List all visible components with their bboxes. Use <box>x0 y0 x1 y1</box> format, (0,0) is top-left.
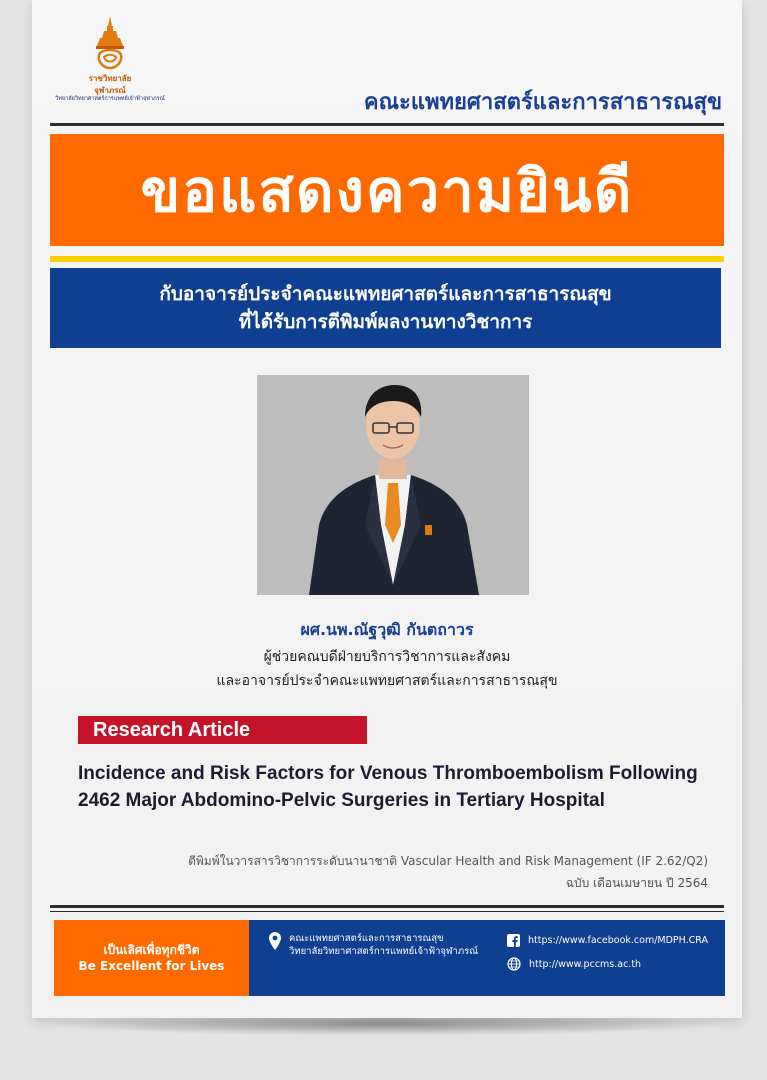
address-line2: วิทยาลัยวิทยาศาสตร์การแพทย์เจ้าฟ้าจุฬาภรณ์ <box>289 946 479 957</box>
logo-name-line2: จุฬาภรณ์ <box>94 86 126 95</box>
website-link[interactable] <box>507 954 708 974</box>
journal-line: ตีพิมพ์ในวารสารวิชาการระดับนานาชาติ Vascular Health and Risk Management (IF 2.62/Q2) <box>188 854 708 868</box>
article-title: Incidence and Risk Factors for Venous Thromboembolism Following 2462 Major Abdomino-Pelvic Surgeries in Tertiary Hospital <box>78 763 698 811</box>
congratulations-banner <box>50 134 724 246</box>
portrait-photo <box>257 375 529 595</box>
issue-line: ฉบับ เดือนเมษายน ปี 2564 <box>565 876 708 890</box>
globe-icon <box>507 957 521 971</box>
footer <box>54 920 725 996</box>
address-line1: คณะแพทยศาสตร์และการสาธารณสุข <box>289 933 444 944</box>
banner-title: ขอแสดงความยินดี <box>140 156 634 225</box>
footer-divider-top <box>50 905 724 908</box>
facebook-url: https://www.facebook.com/MDPH.CRA <box>528 934 708 946</box>
person-role-line1: ผู้ช่วยคณบดีฝ่ายบริการวิชาการและสังคม <box>263 649 511 665</box>
slogan-thai: เป็นเลิศเพื่อทุกชีวิต <box>103 943 200 957</box>
website-url: http://www.pccms.ac.th <box>529 958 642 970</box>
footer-slogan <box>54 920 249 996</box>
person-role-line2: และอาจารย์ประจำคณะแพทยศาสตร์และการสาธารณสุข <box>216 673 558 689</box>
logo-name-line1: ราชวิทยาลัย <box>88 74 132 83</box>
facebook-link[interactable] <box>507 930 708 950</box>
research-article-tag: Research Article <box>78 716 367 744</box>
footer-contact <box>249 920 725 996</box>
footer-divider-thin <box>50 911 724 912</box>
slogan-english: Be Excellent for Lives <box>78 959 225 973</box>
facebook-icon <box>507 934 520 947</box>
subtitle-banner <box>50 268 721 348</box>
location-pin-icon <box>269 932 281 950</box>
person-name: ผศ.นพ.ณัฐวุฒิ กันตถาวร <box>300 620 474 639</box>
footer-links <box>507 930 708 978</box>
portrait-illustration <box>257 375 529 595</box>
logo-subtitle: วิทยาลัยวิทยาศาสตร์การแพทย์เจ้าฟ้าจุฬาภรณ์ <box>55 96 165 102</box>
subtitle-line1: กับอาจารย์ประจำคณะแพทยศาสตร์และการสาธารณสุข <box>159 283 612 305</box>
yellow-divider <box>50 256 724 262</box>
footer-address <box>269 932 478 958</box>
institution-logo <box>50 16 170 112</box>
crown-logo-icon <box>90 16 130 72</box>
header-divider <box>50 123 724 126</box>
poster <box>32 0 742 1018</box>
subtitle-line2: ที่ได้รับการตีพิมพ์ผลงานทางวิชาการ <box>238 311 533 333</box>
faculty-heading: คณะแพทยศาสตร์และการสาธารณสุข <box>363 90 722 115</box>
